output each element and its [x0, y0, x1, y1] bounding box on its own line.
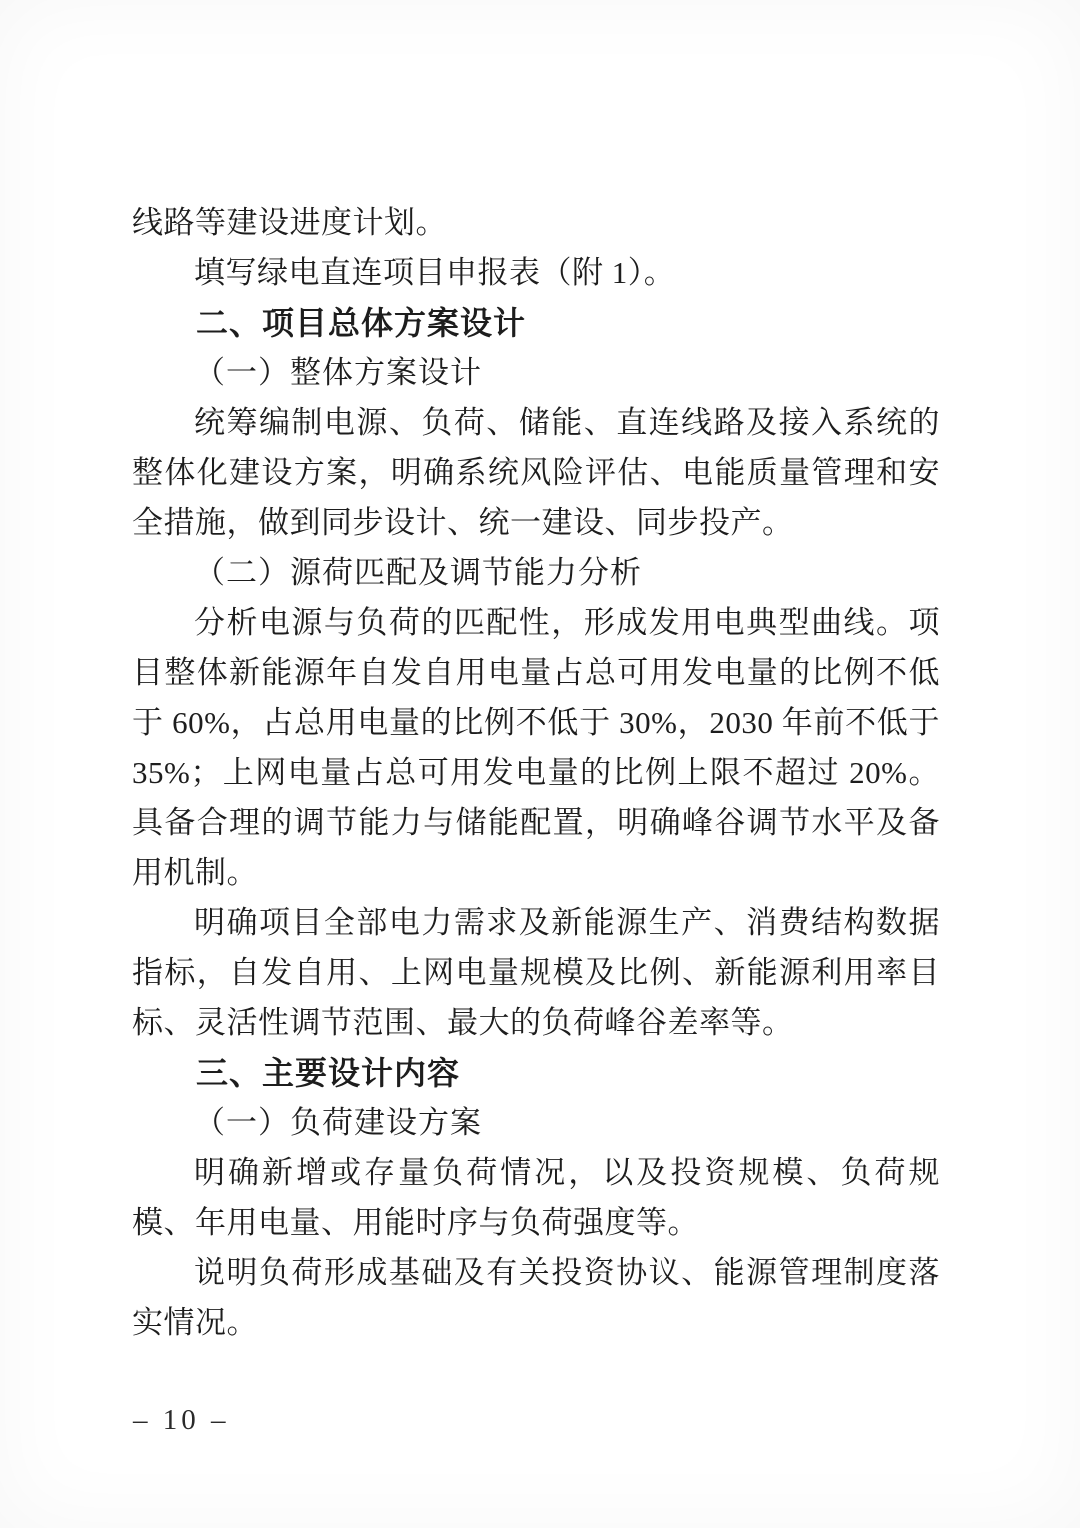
document-body — [132, 198, 940, 1348]
subsection-heading: （一）整体方案设计 — [194, 355, 482, 390]
section-heading: 二、项目总体方案设计 — [196, 305, 527, 341]
paragraph: 线路等建设进度计划。 — [132, 205, 447, 240]
section-heading: 三、主要设计内容 — [196, 1055, 461, 1091]
paragraph: 明确新增或存量负荷情况，以及投资规模、负荷规模、年用电量、用能时序与负荷强度等。 — [132, 1155, 940, 1240]
paragraph: 分析电源与负荷的匹配性，形成发用电典型曲线。项目整体新能源年自发自用电量占总可用发电量的比例不低于 60%，占总用电量的比例不低于 30%，2030 年前不低于 35%；上网电量占总可用发电量的比例上限不超过 20%。具备合理的调节能力与储能配置，明确峰谷调节水平及备用机制。 — [132, 605, 940, 890]
paragraph: 统筹编制电源、负荷、储能、直连线路及接入系统的整体化建设方案，明确系统风险评估、电能质量管理和安全措施，做到同步设计、统一建设、同步投产。 — [132, 405, 940, 540]
paragraph: 填写绿电直连项目申报表（附 1）。 — [194, 255, 676, 290]
subsection-heading: （一）负荷建设方案 — [194, 1105, 482, 1140]
paragraph: 说明负荷形成基础及有关投资协议、能源管理制度落实情况。 — [132, 1255, 940, 1340]
page-number: – 10 – — [133, 1404, 230, 1436]
subsection-heading: （二）源荷匹配及调节能力分析 — [194, 555, 642, 590]
paragraph: 明确项目全部电力需求及新能源生产、消费结构数据指标，自发自用、上网电量规模及比例、新能源利用率目标、灵活性调节范围、最大的负荷峰谷差率等。 — [132, 905, 940, 1040]
